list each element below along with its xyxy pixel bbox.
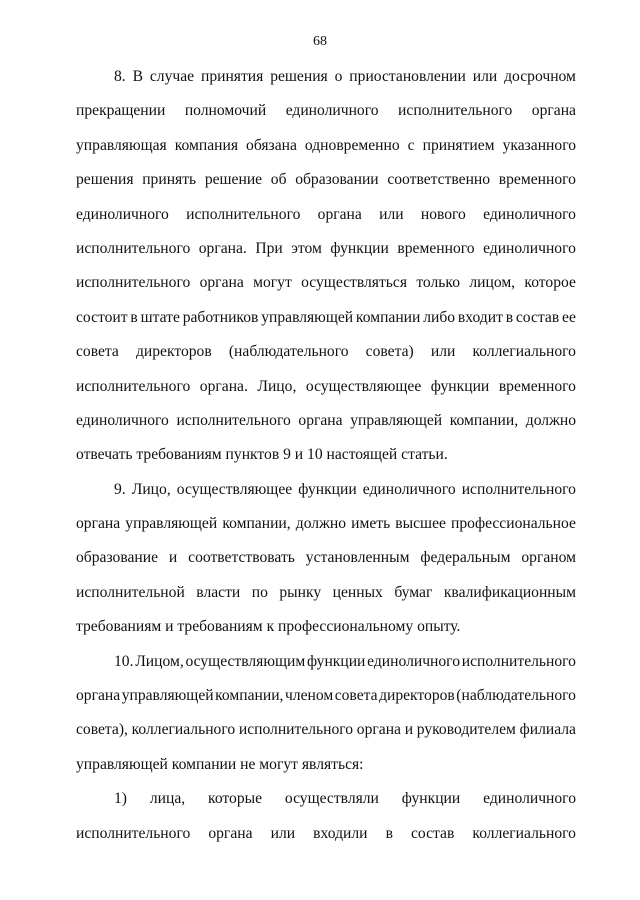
word: соответствовать xyxy=(188,549,295,567)
word: осуществляющим xyxy=(185,652,306,670)
word: исполнительной xyxy=(76,583,185,601)
text-line xyxy=(76,198,576,232)
word: власти xyxy=(196,583,241,601)
text-line xyxy=(76,679,576,713)
page-number: 68 xyxy=(313,34,327,49)
word: совета), xyxy=(76,721,128,739)
word: исполнительного xyxy=(238,721,354,739)
word: 9. xyxy=(114,480,126,498)
word: указанного xyxy=(502,136,576,154)
text-line xyxy=(76,713,576,747)
word: должно xyxy=(295,515,347,533)
word: функции xyxy=(330,239,389,257)
word: лица, xyxy=(149,790,186,808)
word: квалификационным xyxy=(443,583,576,601)
text-line: отвечать требованиям пунктов 9 и 10 настоящей статьи. xyxy=(76,446,448,464)
word: осуществляющее xyxy=(176,480,293,498)
word: полномочий xyxy=(184,102,267,120)
word: совета) xyxy=(365,343,414,361)
word: директоров xyxy=(135,343,212,361)
word: компании xyxy=(355,308,421,326)
word: рынку xyxy=(279,583,322,601)
word: органа xyxy=(356,721,401,739)
word: исполнительного xyxy=(186,205,301,223)
word: (наблюдательного xyxy=(228,343,349,361)
word: решения xyxy=(270,68,328,85)
word: Лицом, xyxy=(135,652,184,670)
word: обязана xyxy=(246,136,297,154)
word: по xyxy=(251,583,268,601)
paragraph-p8 xyxy=(76,60,576,473)
word: органа xyxy=(531,102,576,120)
word: должно xyxy=(525,411,576,429)
word: единоличного xyxy=(367,652,460,670)
word: единоличного xyxy=(483,205,576,223)
word: органа xyxy=(76,515,121,533)
word: осуществляющее xyxy=(305,377,422,395)
word: этом xyxy=(291,239,322,257)
word: При xyxy=(255,239,283,257)
word: единоличного xyxy=(285,102,379,120)
word: соответственно xyxy=(387,171,491,189)
word: органом xyxy=(521,549,576,567)
word: в xyxy=(130,308,138,326)
word: органа. xyxy=(199,377,248,395)
word: органа. xyxy=(198,239,247,257)
paragraph-p10 xyxy=(76,645,576,783)
text-line xyxy=(76,94,576,128)
text-line: управляющей компании не могут являться: xyxy=(76,755,364,773)
word: исполнительного xyxy=(76,239,191,257)
word: компании, xyxy=(449,411,519,429)
word: или xyxy=(379,205,404,223)
word: исполнительного xyxy=(461,480,576,498)
word: совета xyxy=(334,687,378,705)
word: принять xyxy=(142,171,197,189)
word: высшее xyxy=(395,515,446,533)
word: или xyxy=(430,343,456,361)
word: функции xyxy=(298,480,357,498)
text-line xyxy=(76,232,576,266)
word: совета xyxy=(76,343,119,361)
word: 1) xyxy=(114,790,127,808)
word: единоличного xyxy=(76,411,169,429)
text-line xyxy=(76,163,576,197)
word: осуществляли xyxy=(284,790,379,808)
word: компании, xyxy=(215,687,284,705)
word: прекращении xyxy=(76,102,166,120)
text-line xyxy=(76,645,576,679)
word: органа xyxy=(76,687,121,705)
word: управляющей xyxy=(121,687,214,705)
word: входит xyxy=(457,308,503,326)
word: нового xyxy=(420,205,466,223)
word: образовании xyxy=(295,171,379,189)
word: федеральным xyxy=(420,549,511,567)
word: осуществляться xyxy=(301,274,407,292)
word: управляющей xyxy=(125,515,218,533)
word: одновременно xyxy=(304,136,400,154)
word: органа xyxy=(208,824,253,842)
text-line xyxy=(76,404,576,438)
word: либо xyxy=(423,308,456,326)
text-line xyxy=(76,541,576,575)
word: исполнительного xyxy=(76,377,191,395)
word: или xyxy=(270,824,296,842)
word: входили xyxy=(313,824,368,842)
word: членом xyxy=(284,687,334,705)
word: компания xyxy=(174,136,239,154)
word: коллегиального xyxy=(131,721,236,739)
word: органа xyxy=(199,274,244,292)
text-line xyxy=(76,301,576,335)
word: филиала xyxy=(519,721,576,739)
word: ее xyxy=(562,308,576,326)
word: об xyxy=(270,171,287,189)
word: исполнительного xyxy=(398,102,513,120)
word: о xyxy=(334,68,343,85)
word: единоличного xyxy=(76,205,169,223)
word: решения xyxy=(76,171,134,189)
word: и xyxy=(404,721,414,739)
text-line xyxy=(76,129,576,163)
word: в xyxy=(505,308,514,326)
text-line xyxy=(76,576,576,610)
text-line xyxy=(76,370,576,404)
word: единоличного xyxy=(362,480,456,498)
word: с xyxy=(407,136,415,154)
word: органа xyxy=(298,411,343,429)
word: исполнительного xyxy=(76,274,191,292)
word: временного xyxy=(397,239,475,257)
word: и xyxy=(168,549,178,567)
word: временного xyxy=(498,377,576,395)
word: состав xyxy=(515,308,560,326)
word: иметь xyxy=(351,515,391,533)
word: установленным xyxy=(305,549,410,567)
word: лицом, xyxy=(469,274,516,292)
text-line xyxy=(76,817,576,851)
text-line xyxy=(76,60,576,94)
word: состав xyxy=(411,824,455,842)
word: принятием xyxy=(422,136,495,154)
body-text xyxy=(76,60,576,851)
paragraph-p10-1 xyxy=(76,782,576,851)
text-line xyxy=(76,782,576,816)
word: Лицо, xyxy=(131,480,171,498)
text-line: требованиям и требованиям к профессиональному опыту. xyxy=(76,618,461,636)
word: или xyxy=(472,68,498,85)
word: только xyxy=(416,274,461,292)
word: управляющая xyxy=(76,136,167,154)
word: 8. xyxy=(114,68,126,85)
text-line xyxy=(76,507,576,541)
word: функции xyxy=(306,652,366,670)
word: исполнительного xyxy=(176,411,291,429)
word: исполнительного xyxy=(461,652,576,670)
text-line xyxy=(76,266,576,300)
text-line xyxy=(76,473,576,507)
word: органа xyxy=(317,205,362,223)
word: компании, xyxy=(222,515,291,533)
word: профессиональное xyxy=(451,515,576,533)
word: случае xyxy=(149,68,195,85)
word: бумаг xyxy=(394,583,433,601)
word: исполнительного xyxy=(76,824,191,842)
word: работников xyxy=(182,308,259,326)
word: принятия xyxy=(200,68,264,85)
word: досрочном xyxy=(504,68,576,85)
paragraph-p9 xyxy=(76,473,576,645)
word: 10. xyxy=(114,652,134,670)
word: коллегиального xyxy=(472,343,576,361)
word: коллегиального xyxy=(472,824,576,842)
word: управляющей xyxy=(350,411,443,429)
word: управляющей xyxy=(261,308,354,326)
word: образование xyxy=(76,549,159,567)
word: Лицо, xyxy=(257,377,297,395)
text-line xyxy=(76,335,576,369)
word: в xyxy=(385,824,393,842)
word: временного xyxy=(498,171,576,189)
word: штате xyxy=(140,308,180,326)
word: состоит xyxy=(76,308,128,326)
word: единоличного xyxy=(483,239,576,257)
word: могут xyxy=(253,274,292,292)
word: ценных xyxy=(332,583,383,601)
word: (наблюдательного xyxy=(456,687,576,705)
word: приостановлении xyxy=(349,68,466,85)
word: которое xyxy=(524,274,576,292)
word: решение xyxy=(204,171,263,189)
word: руководителем xyxy=(416,721,516,739)
word: единоличного xyxy=(483,790,576,808)
word: которые xyxy=(208,790,263,808)
word: функции xyxy=(430,377,490,395)
word: функции xyxy=(401,790,461,808)
word: директоров xyxy=(379,687,455,705)
word: В xyxy=(132,68,143,85)
